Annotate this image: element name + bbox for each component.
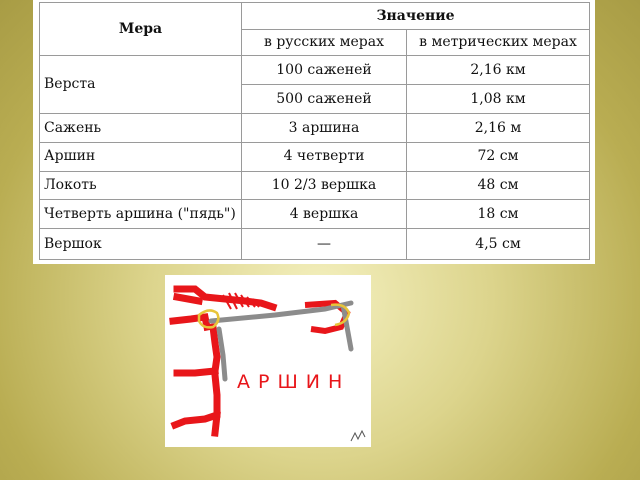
header-measure: Мера xyxy=(40,3,242,56)
header-in-russian: в русских мерах xyxy=(242,29,407,56)
row-russian: — xyxy=(242,229,407,260)
arshin-drawing xyxy=(165,275,371,447)
picture-caption: АРШИН xyxy=(237,371,351,393)
table-row xyxy=(40,114,590,143)
row-russian: 3 аршина xyxy=(242,114,407,143)
table-row xyxy=(40,56,590,85)
signature-mark xyxy=(351,431,365,441)
row-metric: 1,08 км xyxy=(407,85,590,114)
table-row xyxy=(40,200,590,229)
row-metric: 4,5 см xyxy=(407,229,590,260)
row-name: Локоть xyxy=(40,171,242,200)
row-metric: 2,16 км xyxy=(407,56,590,85)
row-name: Вершок xyxy=(40,229,242,260)
row-russian: 4 вершка xyxy=(242,200,407,229)
table-row xyxy=(40,142,590,171)
row-russian: 500 саженей xyxy=(242,85,407,114)
row-russian: 10 2/3 вершка xyxy=(242,171,407,200)
row-name: Четверть аршина ("пядь") xyxy=(40,200,242,229)
table-row xyxy=(40,171,590,200)
row-metric: 2,16 м xyxy=(407,114,590,143)
row-metric: 72 см xyxy=(407,142,590,171)
arshin-illustration xyxy=(165,275,371,447)
row-russian: 100 саженей xyxy=(242,56,407,85)
header-in-metric: в метрических мерах xyxy=(407,29,590,56)
row-name: Верста xyxy=(40,56,242,114)
row-russian: 4 четверти xyxy=(242,142,407,171)
row-metric: 48 см xyxy=(407,171,590,200)
row-metric: 18 см xyxy=(407,200,590,229)
ruler xyxy=(211,303,351,379)
measures-table-sheet xyxy=(33,0,595,264)
row-name: Аршин xyxy=(40,142,242,171)
row-name: Сажень xyxy=(40,114,242,143)
table-row xyxy=(40,229,590,260)
measures-table xyxy=(39,2,590,260)
header-meaning: Значение xyxy=(242,3,590,30)
